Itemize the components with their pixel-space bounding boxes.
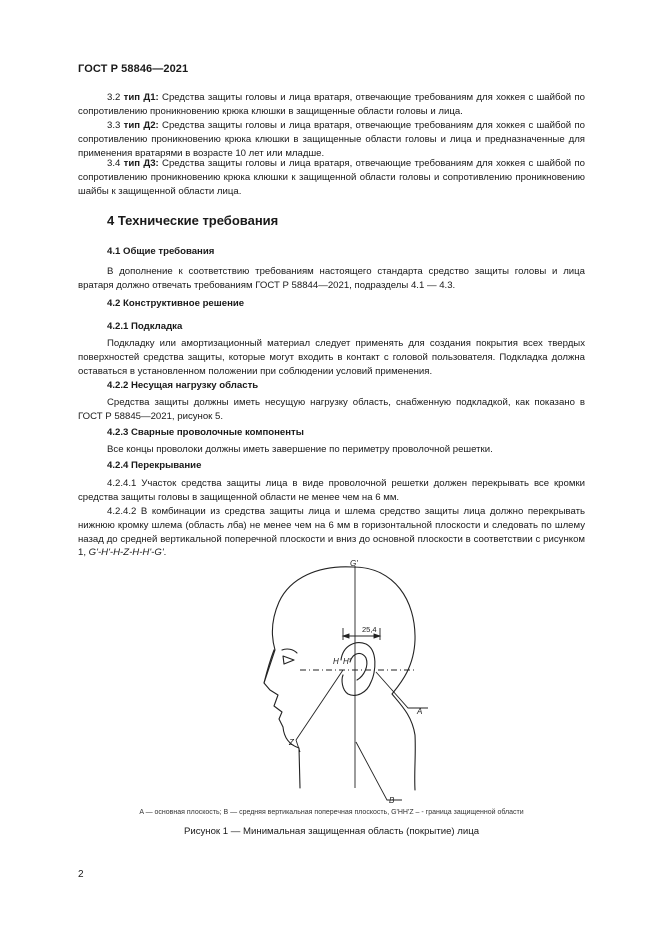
leader-line-a <box>376 672 428 708</box>
term-label: тип Д2: <box>123 120 159 131</box>
label-g-prime: G' <box>350 559 358 568</box>
ear-outline <box>341 643 375 696</box>
term-definition: Средства защиты головы и лица вратаря, отвечающие требованиям для хоккея с шайбой по сопротивлению проникновению крюка клюшки в защищенные области головы и лица и предназначенные для применения вратарями в возрасте 10 лет или младше. <box>78 120 585 159</box>
dimension-arrow-left <box>343 634 349 638</box>
document-header: ГОСТ Р 58846—2021 <box>78 63 189 75</box>
paragraph-3-4 <box>78 157 585 198</box>
dimension-label: 25,4 <box>362 625 377 634</box>
head-diagram <box>180 556 480 826</box>
paragraph-text: В дополнение к соответствию требованиям настоящего стандарта средство защиты головы и лица вратаря должно отвечать требованиям ГОСТ Р 58844—2021, подразделы 4.1 — 4.3. <box>78 266 585 291</box>
figure-caption: Рисунок 1 — Минимальная защищенная область (покрытие) лица <box>183 826 480 837</box>
paragraph-4-2-2 <box>78 396 585 424</box>
ear-inner <box>350 653 367 680</box>
paragraph-4-1 <box>78 265 585 293</box>
paragraph-4-2-1 <box>78 337 585 378</box>
figure-legend: A — основная плоскость; B — средняя вертикальная поперечная плоскость, G'HH'Z – - граница защищенной области <box>139 809 524 816</box>
leader-line-b <box>356 742 402 800</box>
dimension-arrow-right <box>374 634 380 638</box>
clause-number: 3.3 <box>107 120 121 131</box>
label-z: Z <box>289 738 294 747</box>
paragraph-text: 4.2.4.1 Участок средства защиты лица в виде проволочной решетки должен перекрывать все кромки средства защиты головы в защищенной области не менее чем на 6 мм. <box>78 478 585 503</box>
paragraph-3-3 <box>78 119 585 160</box>
subsection-heading: 4.2.2 Несущая нагрузку область <box>107 380 259 391</box>
subsection-heading: 4.2.1 Подкладка <box>107 321 183 332</box>
paragraph-3-2 <box>78 91 585 119</box>
back-of-head-outline <box>353 567 415 790</box>
paragraph-text: Подкладку или амортизационный материал следует применять для создания покрытия всех твердых поверхностей средства защиты, которые могут входить в контакт с головой пользователя. Подкладка должна оставаться в установленном положении при соблюдении условий применения. <box>78 338 585 377</box>
boundary-line-zh <box>296 740 300 752</box>
subsection-heading: 4.1 Общие требования <box>107 246 215 257</box>
paragraph-4-2-4-1 <box>78 477 585 505</box>
paragraph-text: 4.2.4.2 В комбинации из средства защиты лица и шлема средство защиты лица должно перекрывать нижнюю кромку шлема (область лба) не менее чем на 6 мм в горизонтальной плоскости и следовать по шлему назад до средней вертикальной поперечной плоскости и вниз до основной плоскости в соответствии с рисунком 1, <box>78 506 585 559</box>
subsection-heading: 4.2.3 Сварные проволочные компоненты <box>107 427 304 438</box>
eye-outline <box>283 656 294 664</box>
label-h-prime: H' <box>343 657 351 666</box>
clause-number: 3.2 <box>107 92 121 103</box>
boundary-line-hz <box>296 670 343 740</box>
label-h: H <box>333 657 339 666</box>
label-b: B <box>389 796 395 805</box>
paragraph-4-2-3 <box>78 443 585 457</box>
section-heading: 4 Технические требования <box>107 213 279 228</box>
term-label: тип Д3: <box>123 158 159 169</box>
term-label: тип Д1: <box>123 92 159 103</box>
paragraph-4-2-4-2 <box>78 505 585 560</box>
term-definition: Средства защиты головы и лица вратаря, отвечающие требованиям для хоккея с шайбой по сопротивлению проникновению крюка клюшки в защищенные области головы и лица. <box>78 92 585 117</box>
subsection-heading: 4.2.4 Перекрывание <box>107 460 202 471</box>
clause-number: 3.4 <box>107 158 121 169</box>
paragraph-end: . <box>163 547 167 559</box>
head-outline <box>264 567 353 788</box>
brow-outline <box>282 649 297 653</box>
paragraph-text: Все концы проволоки должны иметь завершение по периметру проволочной решетки. <box>107 444 493 455</box>
paragraph-text: Средства защиты должны иметь несущую нагрузку область, снабженную подкладкой, как показано в ГОСТ Р 58845—2021, рисунок 5. <box>78 397 585 422</box>
boundary-designation: G'-H'-H-Z-H-H'-G' <box>88 547 164 559</box>
nose-outline <box>264 650 274 683</box>
label-a: A <box>417 707 423 716</box>
subsection-heading: 4.2 Конструктивное решение <box>107 298 245 309</box>
term-definition: Средства защиты головы и лица вратаря, отвечающие требованиям для хоккея с шайбой по сопротивлению проникновению крюка клюшки к защищенной области головы и сопротивлению проникновению шайбы к защищенной области лица. <box>78 158 585 197</box>
page-number: 2 <box>78 869 84 880</box>
